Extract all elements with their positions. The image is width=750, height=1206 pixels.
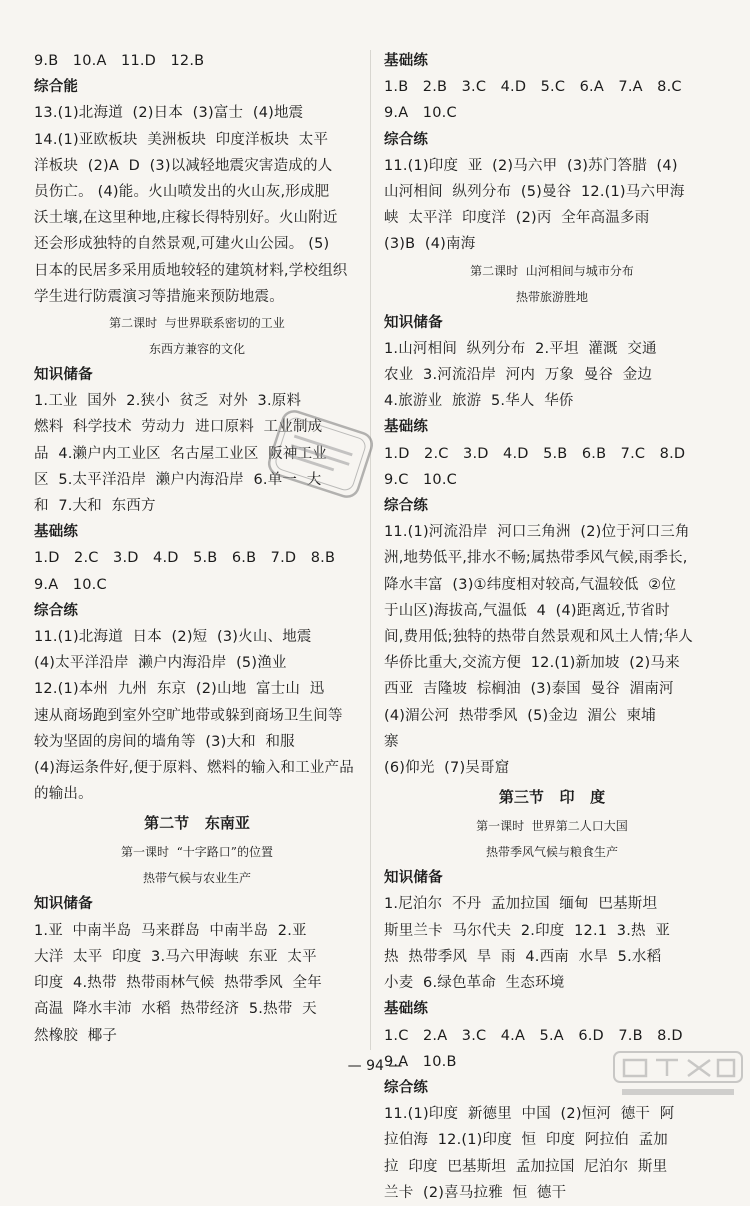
chapter-section-title: 第二节 东南亚 [144, 814, 250, 833]
answer-line: 速从商场跑到室外空旷地带或躲到商场卫生间等 [34, 707, 343, 724]
answer-line: 兰卡 (2)喜马拉雅 恒 德干 [384, 1184, 567, 1201]
answer-line: 拉伯海 12.(1)印度 恒 印度 阿拉伯 孟加 [384, 1132, 668, 1149]
lesson-title: 热带气候与农业生产 [142, 871, 251, 886]
answer-line: 14.(1)亚欧板块 美洲板块 印度洋板块 太平 [34, 131, 329, 148]
answer-line: 的输出。 [34, 786, 93, 803]
answer-line: 降水丰富 (3)①纬度相对较高,气温较低 ②位 [384, 576, 677, 593]
answer-line: (6)仰光 (7)吴哥窟 [384, 760, 510, 777]
section-heading: 知识储备 [384, 314, 443, 331]
lesson-title: 热带季风气候与粮食生产 [485, 845, 618, 860]
lesson-title: 第二课时 与世界联系密切的工业 [109, 316, 285, 331]
section-heading: 综合能 [34, 79, 79, 96]
answer-line: 洲,地势低平,排水不畅;属热带季风气候,雨季长, [384, 550, 688, 567]
answer-line: 9.A 10.C [384, 105, 457, 122]
answer-line: 1.C 2.A 3.C 4.A 5.A 6.D 7.B 8.D [384, 1027, 683, 1044]
lesson-title: 东西方兼容的文化 [148, 342, 245, 357]
section-heading: 综合练 [384, 131, 429, 148]
answer-line: 大洋 太平 印度 3.马六甲海峡 东亚 太平 [34, 948, 317, 965]
section-heading: 综合练 [384, 498, 429, 515]
answer-line: 寨 [384, 733, 399, 750]
chapter-section-title: 第三节 印 度 [498, 788, 606, 807]
section-heading: 知识储备 [384, 870, 443, 887]
answer-line: 1.山河相间 纵列分布 2.平坦 灌溉 交通 [384, 340, 657, 357]
answer-line: 西亚 吉隆坡 棕榈油 (3)泰国 曼谷 湄南河 [384, 681, 674, 698]
page-number: — 94 — [347, 1058, 403, 1074]
answer-line: 然橡胶 椰子 [34, 1027, 118, 1044]
answer-line: (4)湄公河 热带季风 (5)金边 湄公 柬埔 [384, 707, 656, 724]
left-column [34, 48, 360, 1049]
answer-line: 1.B 2.B 3.C 4.D 5.C 6.A 7.A 8.C [384, 79, 682, 96]
lesson-title: 第一课时 “十字路口”的位置 [121, 845, 273, 860]
answer-line: 斯里兰卡 马尔代夫 2.印度 12.1 3.热 亚 [384, 922, 671, 939]
answer-line: 品 4.濑户内工业区 名古屋工业区 阪神工业 [34, 445, 327, 462]
section-heading: 基础练 [384, 53, 429, 69]
answer-line: 9.C 10.C [384, 471, 457, 488]
answer-line: 洋板块 (2)A D (3)以减轻地震灾害造成的人 [34, 157, 333, 174]
answer-line: 沃土壤,在这里种地,庄稼长得特别好。火山附近 [34, 210, 338, 227]
answer-line: 13.(1)北海道 (2)日本 (3)富士 (4)地震 [34, 105, 304, 122]
answer-line: 区 5.太平洋沿岸 濑户内海沿岸 6.单一 大 [34, 471, 322, 488]
answer-line: 高温 降水丰沛 水稻 热带经济 5.热带 天 [34, 1001, 317, 1018]
answer-line: 4.旅游业 旅游 5.华人 华侨 [384, 393, 574, 410]
answer-line: 1.D 2.C 3.D 4.D 5.B 6.B 7.C 8.D [384, 445, 686, 462]
section-heading: 综合练 [384, 1079, 429, 1096]
section-heading: 知识储备 [34, 367, 93, 384]
answer-line: 还会形成独特的自然景观,可建火山公园。 (5) [34, 236, 330, 253]
answer-line: 9.B 10.A 11.D 12.B [34, 53, 205, 69]
section-heading: 基础练 [34, 524, 79, 541]
answer-line: 12.(1)本州 九州 东京 (2)山地 富士山 迅 [34, 681, 325, 698]
answer-line: (4)太平洋沿岸 濑户内海沿岸 (5)渔业 [34, 655, 287, 672]
answer-line: 11.(1)印度 新德里 中国 (2)恒河 德干 阿 [384, 1106, 675, 1123]
answer-line: 峡 太平洋 印度洋 (2)丙 全年高温多雨 [384, 210, 650, 227]
lesson-title: 第一课时 世界第二人口大国 [476, 819, 628, 834]
answer-line: 印度 4.热带 热带雨林气候 热带季风 全年 [34, 975, 322, 992]
answer-line: 员伤亡。 (4)能。火山喷发出的火山灰,形成肥 [34, 184, 330, 201]
lesson-title: 热带旅游胜地 [515, 289, 588, 304]
section-heading: 基础练 [384, 419, 429, 436]
answer-line: 间,费用低;独特的热带自然景观和风土人情;华人 [384, 629, 693, 646]
answer-line: (3)B (4)南海 [384, 236, 476, 253]
answer-line: 1.亚 中南半岛 马来群岛 中南半岛 2.亚 [34, 922, 307, 939]
answer-line: 9.A 10.B [384, 1053, 457, 1070]
answer-line: 11.(1)河流沿岸 河口三角洲 (2)位于河口三角 [384, 524, 690, 541]
answer-line: 于山区)海拔高,气温低 4 (4)距离近,节省时 [384, 602, 670, 619]
answer-line: 学生进行防震演习等措施来预防地震。 [34, 288, 284, 305]
answer-line: 热 热带季风 旱 雨 4.西南 水旱 5.水稻 [384, 948, 662, 965]
answer-line: 农业 3.河流沿岸 河内 万象 曼谷 金边 [384, 367, 653, 384]
section-heading: 综合练 [34, 602, 79, 619]
answer-line: 1.D 2.C 3.D 4.D 5.B 6.B 7.D 8.B [34, 550, 336, 567]
answer-line: 和 7.大和 东西方 [34, 498, 156, 515]
answer-line: 日本的民居多采用质地较轻的建筑材料,学校组织 [34, 262, 348, 279]
section-heading: 基础练 [384, 1001, 429, 1018]
answer-line: 燃料 科学技术 劳动力 进口原料 工业制成 [34, 419, 323, 436]
right-column [384, 48, 720, 1206]
answer-line: 9.A 10.C [34, 576, 107, 593]
lesson-title: 第二课时 山河相间与城市分布 [470, 263, 634, 278]
answer-line: 较为坚固的房间的墙角等 (3)大和 和服 [34, 733, 295, 750]
answer-line: 11.(1)北海道 日本 (2)短 (3)火山、地震 [34, 629, 312, 646]
answer-line: 小麦 6.绿色革命 生态环境 [384, 975, 565, 992]
answer-line: 拉 印度 巴基斯坦 孟加拉国 尼泊尔 斯里 [384, 1158, 668, 1175]
answer-line: 山河相间 纵列分布 (5)曼谷 12.(1)马六甲海 [384, 184, 685, 201]
answer-line: 华侨比重大,交流方便 12.(1)新加坡 (2)马来 [384, 655, 680, 672]
answer-line: 1.尼泊尔 不丹 孟加拉国 缅甸 巴基斯坦 [384, 896, 658, 913]
column-divider [370, 50, 371, 1050]
answer-line: 1.工业 国外 2.狭小 贫乏 对外 3.原料 [34, 393, 302, 410]
section-heading: 知识储备 [34, 896, 93, 913]
answer-line: 11.(1)印度 亚 (2)马六甲 (3)苏门答腊 (4) [384, 157, 678, 174]
answer-line: (4)海运条件好,便于原料、燃料的输入和工业产品 [34, 760, 354, 777]
